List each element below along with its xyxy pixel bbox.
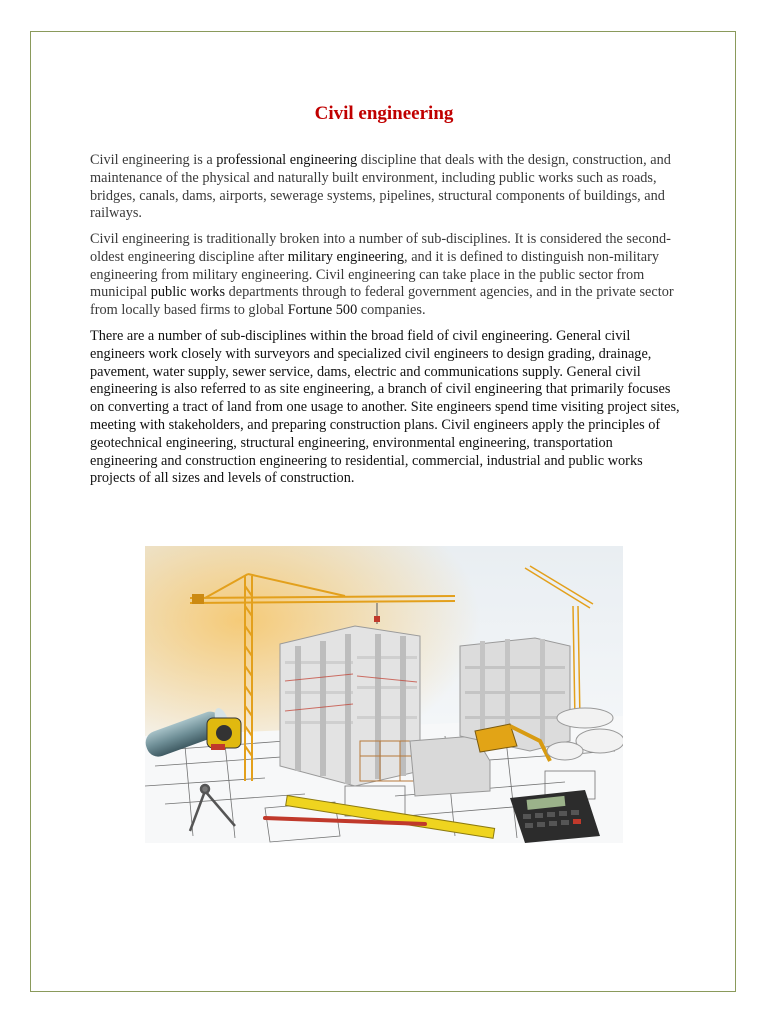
paragraph-text: departments through to federal government agencies, and in the private sector from locally based firms to global xyxy=(90,284,674,319)
paragraph-general-civil: There are a number of sub-disciplines within the broad field of civil engineering. General civil engineers work closely with surveyors and specialized civil engineers to design grading, drainage, pavement, water supply, sewer service, dams, electric and communications supply. General civil engineering is also referred to as site engineering, a branch of civil engineering that primarily focuses on converting a tract of land from one usage to another. Site engineers spend time visiting project sites, meeting with stakeholders, and preparing construction plans. Civil engineers apply the principles of geotechnical engineering, structural engineering, environmental engineering, transportation engineering and construction engineering to residential, commercial, industrial and public works projects of all sizes and levels of construction. xyxy=(90,328,680,487)
term-fortune-500: Fortune 500 xyxy=(287,302,358,319)
term-public-works: public works xyxy=(150,284,226,301)
construction-illustration xyxy=(145,546,623,843)
document-title: Civil engineering xyxy=(314,103,454,124)
paragraph-text: , and it is defined to distinguish non-military engineering from military engineering. Civil engineering can take place in the public sector from municipal xyxy=(90,248,659,301)
paragraph-text: discipline that deals with the design, construction, and maintenance of the physical and naturally built environment, including public works such as roads, bridges, canals, dams, airports, sewerage systems, pipelines, structural components of buildings, and railways. xyxy=(90,152,671,222)
paragraph-intro xyxy=(90,152,680,223)
paragraph-sub-disciplines xyxy=(90,231,680,320)
paragraph-text: Civil engineering is traditionally broken into a number of sub-disciplines. It is considered the second-oldest engineering discipline after xyxy=(90,231,671,265)
term-professional-engineering: professional engineering xyxy=(216,152,358,168)
paragraph-text: Civil engineering is a xyxy=(90,152,217,168)
term-military-engineering: military engineering xyxy=(287,248,405,265)
paragraph-text: companies. xyxy=(357,302,426,319)
